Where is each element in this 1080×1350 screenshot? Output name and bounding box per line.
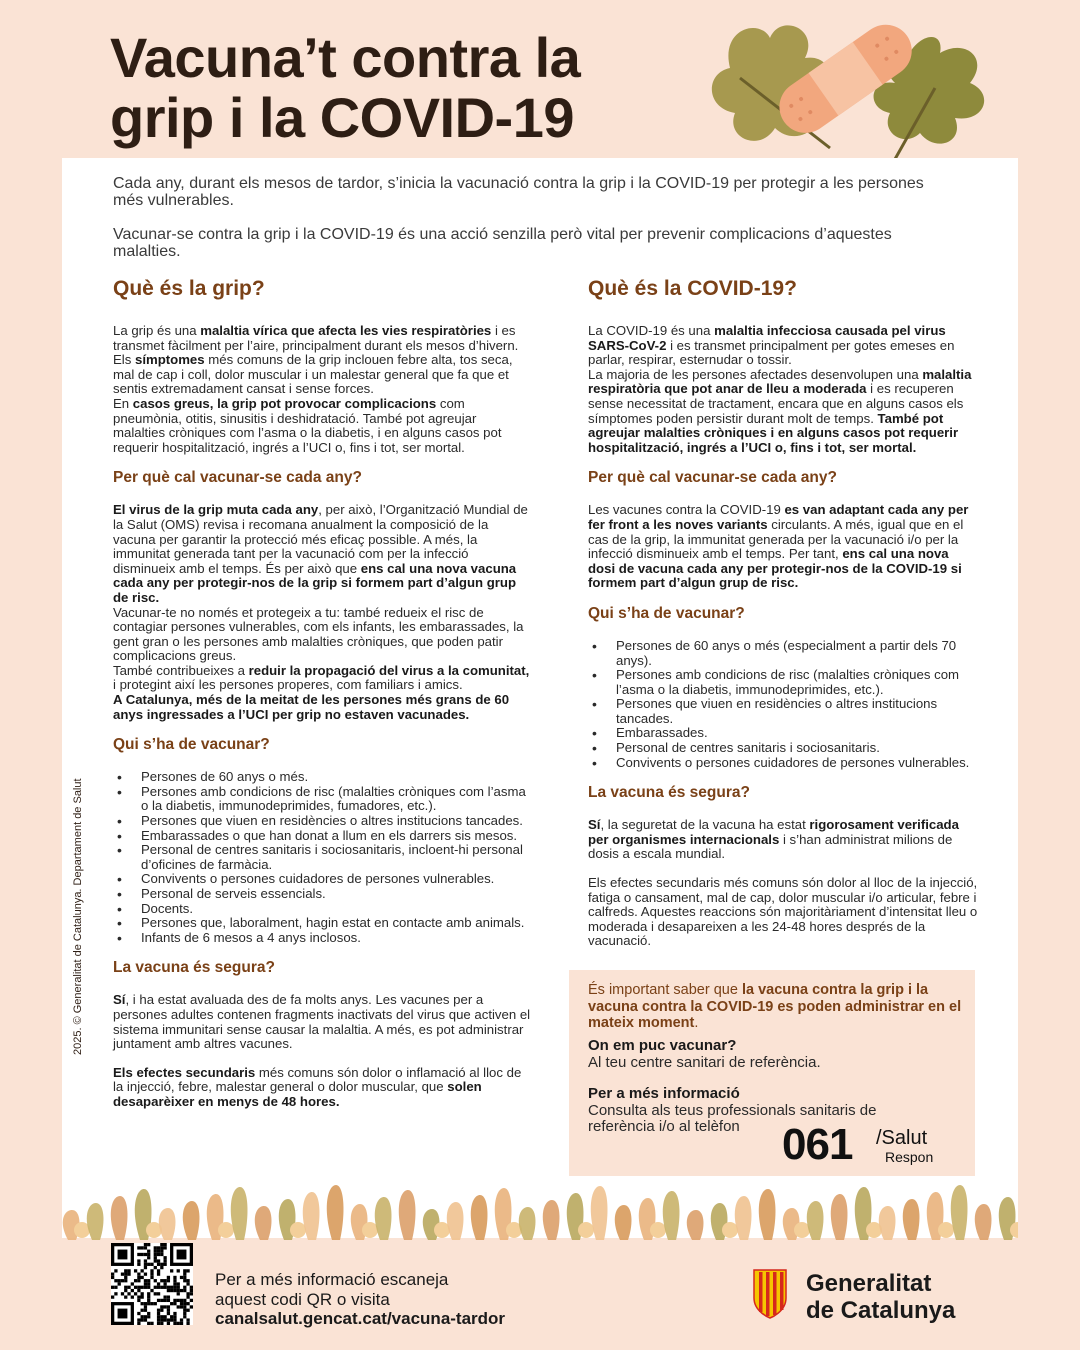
berry-icon [290,1222,306,1238]
leaf-icon [447,1202,464,1240]
more-info-text: Consulta als teus professionals sanitaris de referència i/o al telèfon [588,1101,877,1135]
covid-safe-paragraph-1: Sí, la seguretat de la vacuna ha estat rigorosament verificada per organismes internacionals i s’han administrat milions de dosis a escala mundial. [588,817,959,862]
autumn-leaves-border [62,1178,1018,1240]
list-item: • Convivents o persones cuidadores de persones vulnerables. [588,756,978,771]
berry-icon [722,1222,738,1238]
grip-paragraph-2: Els símptomes més comuns de la grip inclouen febre alta, tos seca, mal de cap i coll, dolor muscular i un malestar general que fa que et sentis extremadament cansat i sense forces. [113,352,513,397]
leaf-icon [831,1194,848,1240]
leaf-icon [327,1185,344,1240]
grip-who-list [113,770,531,945]
grip-why-paragraph-4: A Catalunya, més de la meitat de les persones més grans de 60 anys ingressades a l’UCI per grip no estaven vacunades. [113,692,510,722]
covid-who-list [588,639,978,770]
footer-line-1: Per a més informació escaneja [215,1270,449,1289]
grip-why-paragraph-3: També contribueixes a reduir la propagació del virus a la comunitat, i protegint així les persones properes, com familiars i amics. [113,662,530,693]
covid-why-paragraph: Les vacunes contra la COVID-19 es van adaptant cada any per fer front a les noves variants circulants. A més, igual que en el cas de la grip, la immunitat generada per la vacunació i/o per la infecció disminueix amb el temps. Per tant, ens cal una nova dosi de vacuna cada any per protegir-nos de la COVID-19 si formem part d’algun grup de risc. [588,502,969,591]
leaf-icon [159,1208,176,1240]
leaf-icon [807,1201,824,1240]
grip-heading: Què és la grip? [113,277,265,300]
qr-code-icon[interactable] [111,1243,193,1325]
list-item: • Embarassades. [588,726,978,741]
list-item: • Personal de serveis essencials. [113,887,531,902]
covid-column [588,276,978,949]
leaf-icon [111,1196,128,1240]
grip-why-paragraph-2: Vacunar-te no només et protegeix a tu: també redueix el risc de contagiar persones vulnerables, com els infants, les embarassades, la gent gran o les persones amb malalties cròniques, que poden patir complicacions greus. [113,604,524,664]
covid-safe-heading: La vacuna és segura? [588,784,750,802]
list-item: • Convivents o persones cuidadores de persones vulnerables. [113,872,531,887]
grip-safe-heading: La vacuna és segura? [113,959,275,977]
footer-text [215,1270,505,1329]
covid-paragraph-2: La majoria de les persones afectades desenvolupen una malaltia respiratòria que pot anar de lleu a moderada i es recuperen sense necessitat de tractament, encara que en alguns casos els símptomes poden persistir durant molt de temps. També pot agreujar malalties cròniques i en alguns casos pot requerir hospitalització, ingrés a l’UCI o, fins i tot, ser mortal. [588,366,972,455]
leaf-icon [375,1197,392,1240]
grip-why-heading: Per què cal vacunar-se cada any? [113,469,362,487]
copyright-credit: 2025. © Generalitat de Catalunya. Departament de Salut [72,778,84,1055]
leaves-bandage-illustration [700,8,1000,178]
list-item: • Docents. [113,902,531,917]
leaf-icon [879,1206,896,1240]
generalitat-logo-icon [752,1268,788,1320]
leaf-icon [183,1201,200,1240]
leaf-icon [975,1204,992,1240]
grip-column [113,276,531,1110]
berry-icon [218,1222,234,1238]
info-lead: És important saber que la vacuna contra la grip i la vacuna contra la COVID-19 es poden administrar en el mateix moment. [588,982,962,1031]
list-item: • Persones que viuen en residències o altres institucions tancades. [113,814,531,829]
footer-url-link[interactable]: canalsalut.gencat.cat/vacuna-tardor [215,1309,506,1328]
covid-why-heading: Per què cal vacunar-se cada any? [588,469,837,487]
berry-icon [938,1222,954,1238]
list-item: • Personal de centres sanitaris i sociosanitaris, incloent-hi personal d’oficines de farmàcia. [113,843,531,872]
grip-safe-paragraph-2: Els efectes secundaris més comuns són dolor o inflamació al lloc de la injecció, febre, malestar general o dolor muscular, que solen desaparèixer en menys de 48 hores. [113,1064,522,1109]
leaf-icon [687,1210,704,1240]
list-item: • Embarassades o que han donat a llum en els darrers sis mesos. [113,829,531,844]
list-item: • Persones que, laboralment, hagin estat en contacte amb animals. [113,916,531,931]
leaf-icon [471,1195,488,1240]
intro-paragraph-2: Vacunar-se contra la grip i la COVID-19 és una acció senzilla però vital per prevenir complicacions d’aquestes malalties. [113,226,892,260]
grip-safe-paragraph-1: Sí, i ha estat avaluada des de fa molts anys. Les vacunes per a persones adultes contenen fragments inactivats del virus que activen el sistema immunitari sense causar la malaltia. A més, es pot administrar juntament amb altres vacunes. [113,992,531,1052]
leaf-icon [759,1189,776,1240]
where-answer: Al teu centre sanitari de referència. [588,1053,821,1071]
list-item: • Personal de centres sanitaris i sociosanitaris. [588,741,978,756]
org-line-2: de Catalunya [806,1297,956,1324]
intro [113,175,953,277]
footer-line-2: aquest codi QR o visita [215,1289,390,1309]
generalitat-name [806,1270,955,1324]
list-item: • Persones de 60 anys o més. [113,770,531,785]
leaf-icon [615,1205,632,1240]
berry-icon [578,1222,594,1238]
covid-safe-paragraph-2: Els efectes secundaris més comuns són dolor al lloc de la injecció, fatiga o cansament, mal de cap, dolor muscular i/o articular, febre i calfreds. Aquestes reaccions són majoritàriament d’intensitat lleu o moderada i desapareixen a les 24-48 hores després de la vacunació. [588,875,978,949]
salut-label: /Salut [876,1127,928,1149]
leaf-icon [87,1203,104,1240]
grip-why-paragraph-1: El virus de la grip muta cada any, per això, l’Organització Mundial de la Salut (OMS) revisa i recomana anualment la composició de la vacuna per garantir la protecció més eficaç possible. A més, la immunitat generada tant per la vacunació com per la infecció disminueix amb el temps. És per això que ens cal una nova vacuna cada any per protegir-nos de la grip si formem part d’algun grup de risc. [113,502,528,605]
leaf-icon [543,1200,560,1240]
list-item: • Persones amb condicions de risc (malalties cròniques com l’asma o la diabetis, immunodeprimides, etc.). [588,668,978,697]
leaf-icon [519,1207,536,1240]
leaf-icon [399,1190,416,1240]
phone-number[interactable]: 061 [782,1120,853,1169]
berry-icon [650,1222,666,1238]
where-question: On em puc vacunar? [588,1037,737,1054]
grip-paragraph-3: En casos greus, la grip pot provocar complicacions com pneumònia, otitis, sinusitis i deshidratació. També pot agreujar malalties cròniques com l’asma o la diabetis, i en alguns casos pot requerir hospitalització, ingrés a l’UCI o, fins i tot, ser mortal. [113,395,502,455]
covid-heading: Què és la COVID-19? [588,277,797,300]
leaf-icon [255,1206,272,1240]
covid-paragraph-1: La COVID-19 és una malaltia infecciosa causada pel virus SARS-CoV-2 i es transmet principalment per gotes emeses en parlar, respirar, esternudar o tossir. [588,323,955,368]
intro-paragraph-1: Cada any, durant els mesos de tardor, s’inicia la vacunació contra la grip i la COVID-19 per protegir a les persones més vulnerables. [113,175,924,209]
list-item: • Persones de 60 anys o més (especialment a partir dels 70 anys). [588,639,978,668]
title-line-1: Vacuna’t contra la [110,26,581,89]
info-box [569,970,975,1176]
covid-who-heading: Qui s’ha de vacunar? [588,604,745,622]
leaf-icon [735,1196,752,1240]
page-title [110,28,580,148]
list-item: • Persones que viuen en residències o altres institucions tancades. [588,697,978,726]
org-line-1: Generalitat [806,1270,932,1297]
title-line-2: grip i la COVID-19 [110,86,574,149]
respon-label: Respon [885,1149,934,1165]
leaf-icon [903,1199,920,1240]
where-vaccinate [588,1038,958,1071]
grip-paragraph-1: La grip és una malaltia vírica que afecta les vies respiratòries i es transmet fàcilment per l’aire, principalment durant els mesos d’hivern. [113,323,519,353]
grip-who-heading: Qui s’ha de vacunar? [113,736,270,754]
list-item: • Persones amb condicions de risc (malalties cròniques com l’asma o la diabetis, immunodeprimides, fumadores, etc.). [113,785,531,814]
more-info-heading: Per a més informació [588,1085,740,1102]
list-item: • Infants de 6 mesos a 4 anys inclosos. [113,931,531,946]
